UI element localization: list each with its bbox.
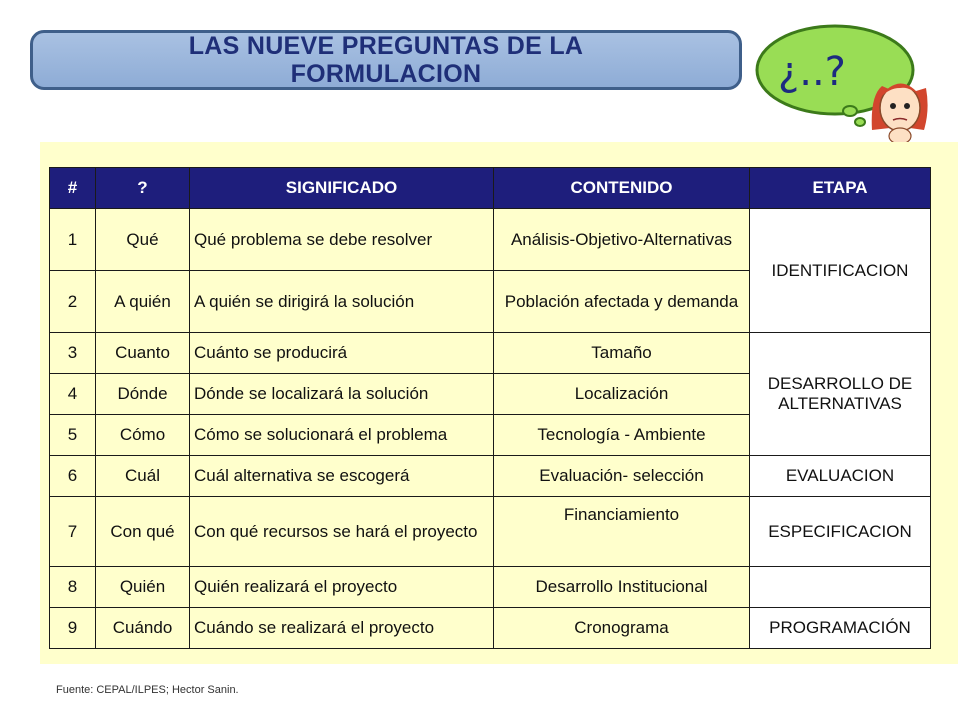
- row-significado: Dónde se localizará la solución: [190, 374, 494, 415]
- row-num: 4: [50, 374, 96, 415]
- thinking-girl-icon: [750, 18, 928, 152]
- bubble-text: ¿..?: [778, 49, 846, 95]
- header-contenido: CONTENIDO: [494, 168, 750, 209]
- table-row: [50, 333, 931, 374]
- row-question: Con qué: [96, 497, 190, 567]
- questions-table: [49, 167, 931, 649]
- row-question: Qué: [96, 209, 190, 271]
- etapa-programacion: PROGRAMACIÓN: [750, 608, 931, 649]
- row-num: 2: [50, 271, 96, 333]
- row-question: Cuanto: [96, 333, 190, 374]
- etapa-evaluacion: EVALUACION: [750, 456, 931, 497]
- etapa-especificacion-cont: [750, 567, 931, 608]
- etapa-desarrollo: DESARROLLO DE ALTERNATIVAS: [750, 333, 931, 456]
- thinking-girl-illustration: [750, 18, 928, 152]
- row-num: 3: [50, 333, 96, 374]
- row-num: 1: [50, 209, 96, 271]
- row-significado: Cuál alternativa se escogerá: [190, 456, 494, 497]
- source-note: Fuente: CEPAL/ILPES; Hector Sanin.: [56, 684, 239, 696]
- row-num: 9: [50, 608, 96, 649]
- row-contenido: Tecnología - Ambiente: [494, 415, 750, 456]
- etapa-especificacion: ESPECIFICACION: [750, 497, 931, 567]
- slide-title: [30, 30, 742, 90]
- table-row: [50, 608, 931, 649]
- row-num: 7: [50, 497, 96, 567]
- header-num: #: [50, 168, 96, 209]
- row-question: A quién: [96, 271, 190, 333]
- row-num: 5: [50, 415, 96, 456]
- table-header-row: [50, 168, 931, 209]
- row-question: Cuál: [96, 456, 190, 497]
- table-row: [50, 567, 931, 608]
- row-contenido: Población afectada y demanda: [494, 271, 750, 333]
- row-question: Dónde: [96, 374, 190, 415]
- row-significado: Con qué recursos se hará el proyecto: [190, 497, 494, 567]
- row-question: Cómo: [96, 415, 190, 456]
- header-etapa: ETAPA: [750, 168, 931, 209]
- row-contenido: Localización: [494, 374, 750, 415]
- row-significado: A quién se dirigirá la solución: [190, 271, 494, 333]
- row-significado: Qué problema se debe resolver: [190, 209, 494, 271]
- title-line-1: LAS NUEVE PREGUNTAS DE LA: [188, 32, 584, 60]
- row-num: 8: [50, 567, 96, 608]
- row-significado: Cuánto se producirá: [190, 333, 494, 374]
- table-row: [50, 497, 931, 567]
- row-contenido: Evaluación- selección: [494, 456, 750, 497]
- row-contenido: Análisis-Objetivo-Alternativas: [494, 209, 750, 271]
- title-line-2: FORMULACION: [290, 60, 482, 88]
- row-significado: Cómo se solucionará el problema: [190, 415, 494, 456]
- row-significado: Cuándo se realizará el proyecto: [190, 608, 494, 649]
- table-row: [50, 456, 931, 497]
- header-question: ?: [96, 168, 190, 209]
- row-contenido: Cronograma: [494, 608, 750, 649]
- row-num: 6: [50, 456, 96, 497]
- row-contenido: Desarrollo Institucional: [494, 567, 750, 608]
- row-question: Quién: [96, 567, 190, 608]
- row-contenido: Financiamiento: [494, 497, 750, 567]
- etapa-identificacion: IDENTIFICACION: [750, 209, 931, 333]
- row-question: Cuándo: [96, 608, 190, 649]
- table-row: [50, 209, 931, 271]
- row-contenido: Tamaño: [494, 333, 750, 374]
- row-significado: Quién realizará el proyecto: [190, 567, 494, 608]
- header-significado: SIGNIFICADO: [190, 168, 494, 209]
